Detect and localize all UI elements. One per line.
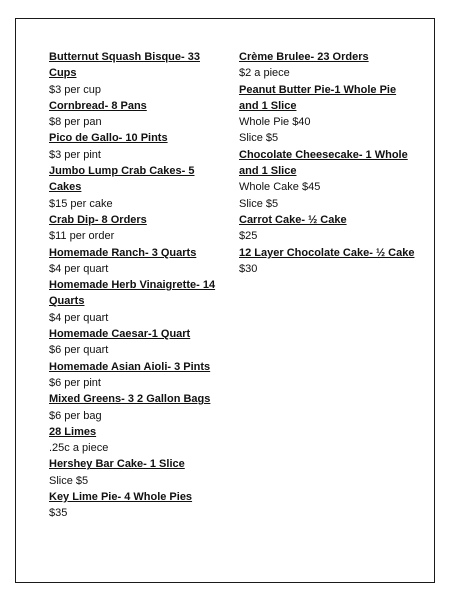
price-line: $11 per order — [49, 230, 115, 243]
menu-item-line: and 1 Slice — [239, 99, 297, 112]
menu-item-line: Cornbread- 8 Pans — [49, 99, 147, 112]
menu-item-line: Homemade Herb Vinaigrette- 14 — [49, 279, 216, 292]
price-line: .25c a piece — [49, 442, 109, 455]
menu-item-line: Homemade Caesar-1 Quart — [49, 328, 191, 341]
menu-item-line: Pico de Gallo- 10 Pints — [49, 132, 168, 145]
price-line: Whole Pie $40 — [239, 116, 311, 129]
menu-item-line: Key Lime Pie- 4 Whole Pies — [49, 491, 193, 504]
menu-item-line: 12 Layer Chocolate Cake- ½ Cake — [239, 246, 415, 259]
price-line: Slice $5 — [239, 132, 279, 145]
price-line: $3 per pint — [49, 148, 101, 161]
price-line: $2 a piece — [239, 67, 290, 80]
price-line: $6 per pint — [49, 376, 101, 389]
price-line: $3 per cup — [49, 83, 101, 96]
price-line: Slice $5 — [49, 474, 89, 487]
price-line: $4 per quart — [49, 262, 109, 275]
menu-item-line: Homemade Asian Aioli- 3 Pints — [49, 360, 211, 373]
menu-item-line: Jumbo Lump Crab Cakes- 5 — [49, 165, 195, 178]
price-line: $30 — [239, 262, 258, 275]
price-line: $25 — [239, 230, 258, 243]
menu-item-line: Hershey Bar Cake- 1 Slice — [49, 458, 185, 471]
menu-item-line: Homemade Ranch- 3 Quarts — [49, 246, 197, 259]
menu-item-line: Butternut Squash Bisque- 33 — [49, 51, 200, 63]
menu-item-line: Carrot Cake- ½ Cake — [239, 213, 347, 226]
menu-item-line: Cups — [49, 67, 77, 80]
price-line: $4 per quart — [49, 311, 109, 324]
left-column — [49, 49, 229, 522]
price-line: $6 per bag — [49, 409, 102, 422]
menu-item-line: Cakes — [49, 181, 82, 194]
price-line: $8 per pan — [49, 116, 102, 129]
menu-item-line: and 1 Slice — [239, 165, 297, 178]
right-column — [239, 49, 415, 277]
menu-item-line: Crab Dip- 8 Orders — [49, 213, 147, 226]
menu-item-line: Crème Brulee- 23 Orders — [239, 51, 369, 63]
price-line: $15 per cake — [49, 197, 113, 210]
price-line: Whole Cake $45 — [239, 181, 321, 194]
menu-item-line: Quarts — [49, 295, 85, 308]
menu-item-line: Mixed Greens- 3 2 Gallon Bags — [49, 393, 211, 406]
menu-item-line: Chocolate Cheesecake- 1 Whole — [239, 148, 408, 161]
menu-item-line: 28 Limes — [49, 425, 97, 438]
price-line: $35 — [49, 507, 68, 520]
price-line: $6 per quart — [49, 344, 109, 357]
menu-item-line: Peanut Butter Pie-1 Whole Pie — [239, 83, 397, 96]
price-line: Slice $5 — [239, 197, 279, 210]
